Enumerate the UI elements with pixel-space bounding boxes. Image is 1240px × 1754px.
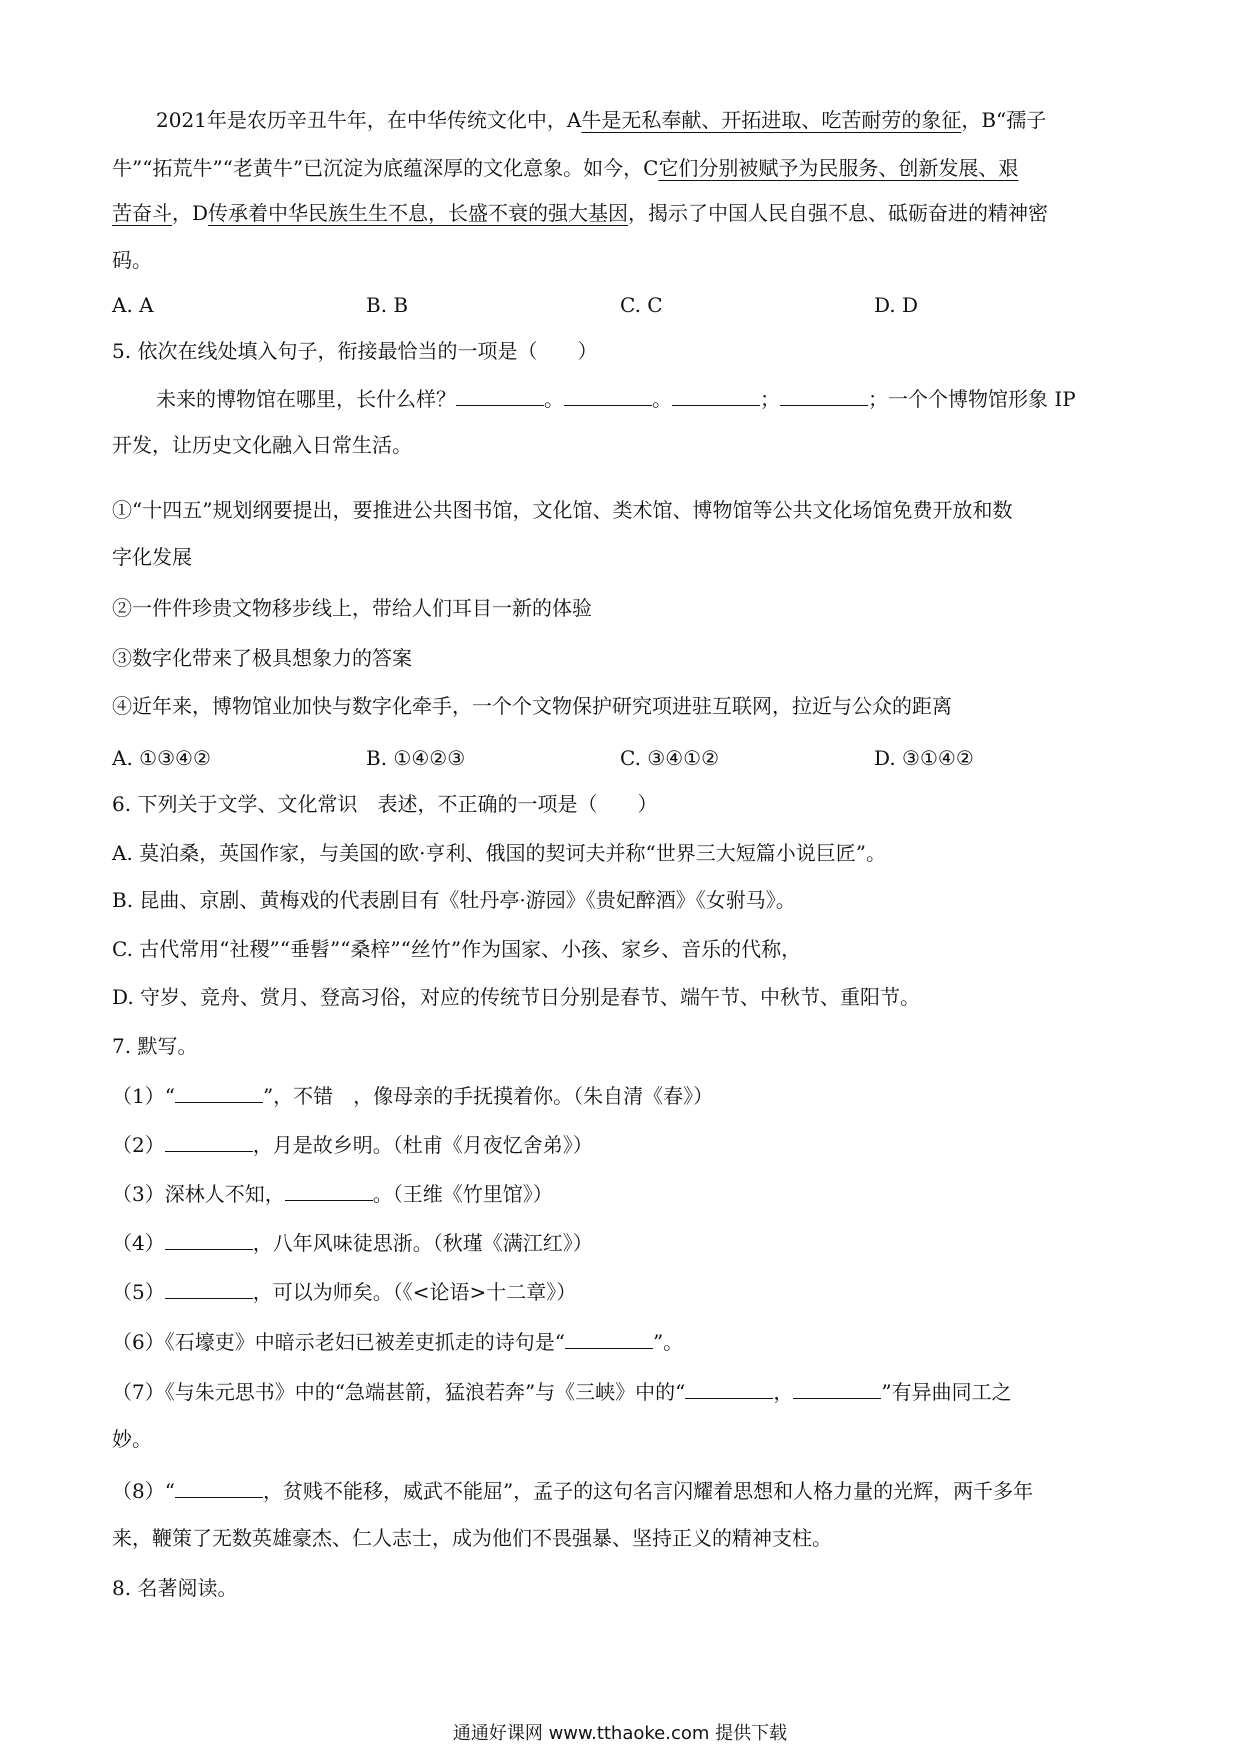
q4-option-b: B. B bbox=[366, 293, 409, 317]
item-text: ，八年风味徒思浙。（秋瑾《满江红》） bbox=[252, 1231, 593, 1255]
passage-text: 码。 bbox=[112, 248, 152, 272]
fill-blank[interactable] bbox=[175, 1082, 263, 1103]
q6-option-a: A. 莫泊桑，英国作家，与美国的欧·亨利、俄国的契诃夫并称“世界三大短篇小说巨匠”。 bbox=[112, 841, 886, 865]
q7-item-8 bbox=[112, 1477, 1033, 1505]
fill-blank-4[interactable] bbox=[780, 385, 868, 406]
page-footer: 通通好课网 www.tthaoke.com 提供下载 bbox=[452, 1723, 788, 1744]
passage-line-4 bbox=[112, 246, 152, 274]
q6-option-c: C. 古代常用“社稷”“垂髫”“桑梓”“丝竹”作为国家、小孩、家乡、音乐的代称， bbox=[112, 937, 802, 961]
fill-blank-3[interactable] bbox=[672, 385, 760, 406]
fill-blank-2[interactable] bbox=[564, 385, 652, 406]
item-text: ”有异曲同工之 bbox=[881, 1380, 1012, 1404]
q4-option-a: A. A bbox=[112, 293, 154, 317]
q7-item-7-cont: 妙。 bbox=[112, 1427, 152, 1451]
passage-text: 牛”“拓荒牛”“老黄牛”已沉淀为底蕴深厚的文化意象。如今，C bbox=[112, 156, 659, 180]
q5-sentence-4: ④近年来，博物馆业加快与数字化牵手，一个个文物保护研究项进驻互联网，拉近与公众的距离 bbox=[112, 694, 952, 718]
q7-item-4 bbox=[112, 1229, 593, 1257]
item-text: ，月是故乡明。（杜甫《月夜忆舍弟》） bbox=[252, 1133, 593, 1157]
item-text: ， bbox=[773, 1380, 794, 1404]
fill-blank[interactable] bbox=[175, 1477, 263, 1498]
q5-option-a: A. ①③④② bbox=[112, 746, 211, 770]
q4-option-c: C. C bbox=[620, 293, 663, 317]
q5-stem: 5. 依次在线处填入句子，衔接最恰当的一项是（ ） bbox=[112, 339, 598, 363]
passage-text: ，B“孺子 bbox=[961, 108, 1047, 132]
passage-line-1 bbox=[156, 106, 1046, 134]
passage-text: ，揭示了中国人民自强不息、砥砺奋进的精神密 bbox=[628, 201, 1049, 225]
underlined-segment-a: 牛是无私奉献、开拓进取、吃苦耐劳的象征 bbox=[581, 108, 962, 132]
fill-blank[interactable] bbox=[165, 1229, 253, 1250]
item-text: （6）《石壕吏》中暗示老妇已被差吏抓走的诗句是“ bbox=[112, 1330, 565, 1354]
item-text: ，贫贱不能移，威武不能屈”，孟子的这句名言闪耀着思想和人格力量的光辉，两千多年 bbox=[262, 1479, 1034, 1503]
q5-option-b: B. ①④②③ bbox=[366, 746, 466, 770]
punctuation: ； bbox=[760, 387, 780, 411]
q7-item-6 bbox=[112, 1328, 683, 1356]
item-text: ”，不错 ，像母亲的手抚摸着你。（朱自清《春》） bbox=[262, 1084, 714, 1108]
q5-sentence-2: ②一件件珍贵文物移步线上，带给人们耳目一新的体验 bbox=[112, 596, 592, 620]
fill-blank[interactable] bbox=[793, 1378, 881, 1399]
q4-option-d: D. D bbox=[874, 293, 919, 317]
punctuation: 。 bbox=[652, 387, 672, 411]
q5-passage-line-1 bbox=[156, 385, 1076, 413]
fill-blank[interactable] bbox=[565, 1328, 653, 1349]
q6-option-b: B. 昆曲、京剧、黄梅戏的代表剧目有《牡丹亭·游园》《贵妃醉酒》《女驸马》。 bbox=[112, 888, 796, 912]
q5-option-d: D. ③①④② bbox=[874, 746, 974, 770]
q7-item-1 bbox=[112, 1082, 713, 1110]
q5-sentence-1: ①“十四五”规划纲要提出，要推进公共图书馆，文化馆、类术馆、博物馆等公共文化场馆免费开放和数 bbox=[112, 498, 1013, 522]
passage-text: ，D bbox=[172, 201, 209, 225]
q5-passage-text: 未来的博物馆在哪里，长什么样？ bbox=[156, 387, 456, 411]
fill-blank[interactable] bbox=[165, 1131, 253, 1152]
q5-sentence-1-cont: 字化发展 bbox=[112, 545, 192, 569]
passage-line-3 bbox=[112, 199, 1048, 227]
q5-sentence-3: ③数字化带来了极具想象力的答案 bbox=[112, 646, 412, 670]
item-text: （4） bbox=[112, 1231, 165, 1255]
item-text: 。（王维《竹里馆》） bbox=[372, 1182, 553, 1206]
item-text: （1）“ bbox=[112, 1084, 175, 1108]
q7-item-5 bbox=[112, 1278, 576, 1306]
q7-item-8-cont: 来，鞭策了无数英雄豪杰、仁人志士，成为他们不畏强暴、坚持正义的精神支柱。 bbox=[112, 1526, 832, 1550]
q7-item-7 bbox=[112, 1378, 1012, 1406]
q6-option-d: D. 守岁、竞舟、赏月、登高习俗，对应的传统节日分别是春节、端午节、中秋节、重阳节。 bbox=[112, 985, 921, 1009]
item-text: （3）深林人不知， bbox=[112, 1182, 285, 1206]
q7-item-3 bbox=[112, 1180, 553, 1208]
q5-passage-line-2: 开发，让历史文化融入日常生活。 bbox=[112, 433, 412, 457]
item-text: （7）《与朱元思书》中的“急端甚箭，猛浪若奔”与《三峡》中的“ bbox=[112, 1380, 686, 1404]
q5-option-c: C. ③④①② bbox=[620, 746, 720, 770]
item-text: ”。 bbox=[652, 1330, 684, 1354]
passage-line-2 bbox=[112, 154, 1018, 182]
item-text: （8）“ bbox=[112, 1479, 175, 1503]
item-text: ，可以为师矣。（《<论语>十二章》） bbox=[252, 1280, 577, 1304]
q7-item-2 bbox=[112, 1131, 593, 1159]
q6-stem: 6. 下列关于文学、文化常识 表述，不正确的一项是（ ） bbox=[112, 792, 658, 816]
passage-text: 2021年是农历辛丑牛年，在中华传统文化中，A bbox=[156, 108, 582, 132]
underlined-segment-c-end: 苦奋斗 bbox=[112, 201, 172, 225]
item-text: （2） bbox=[112, 1133, 165, 1157]
q7-stem: 7. 默写。 bbox=[112, 1034, 198, 1058]
fill-blank[interactable] bbox=[685, 1378, 773, 1399]
fill-blank[interactable] bbox=[165, 1278, 253, 1299]
underlined-segment-c: 它们分别被赋予为民服务、创新发展、艰 bbox=[658, 156, 1019, 180]
q8-stem: 8. 名著阅读。 bbox=[112, 1576, 238, 1600]
punctuation: 。 bbox=[544, 387, 564, 411]
item-text: （5） bbox=[112, 1280, 165, 1304]
fill-blank[interactable] bbox=[285, 1180, 373, 1201]
underlined-segment-d: 传承着中华民族生生不息，长盛不衰的强大基因 bbox=[208, 201, 629, 225]
q5-passage-text: ；一个个博物馆形象 IP bbox=[868, 387, 1076, 411]
fill-blank-1[interactable] bbox=[456, 385, 544, 406]
